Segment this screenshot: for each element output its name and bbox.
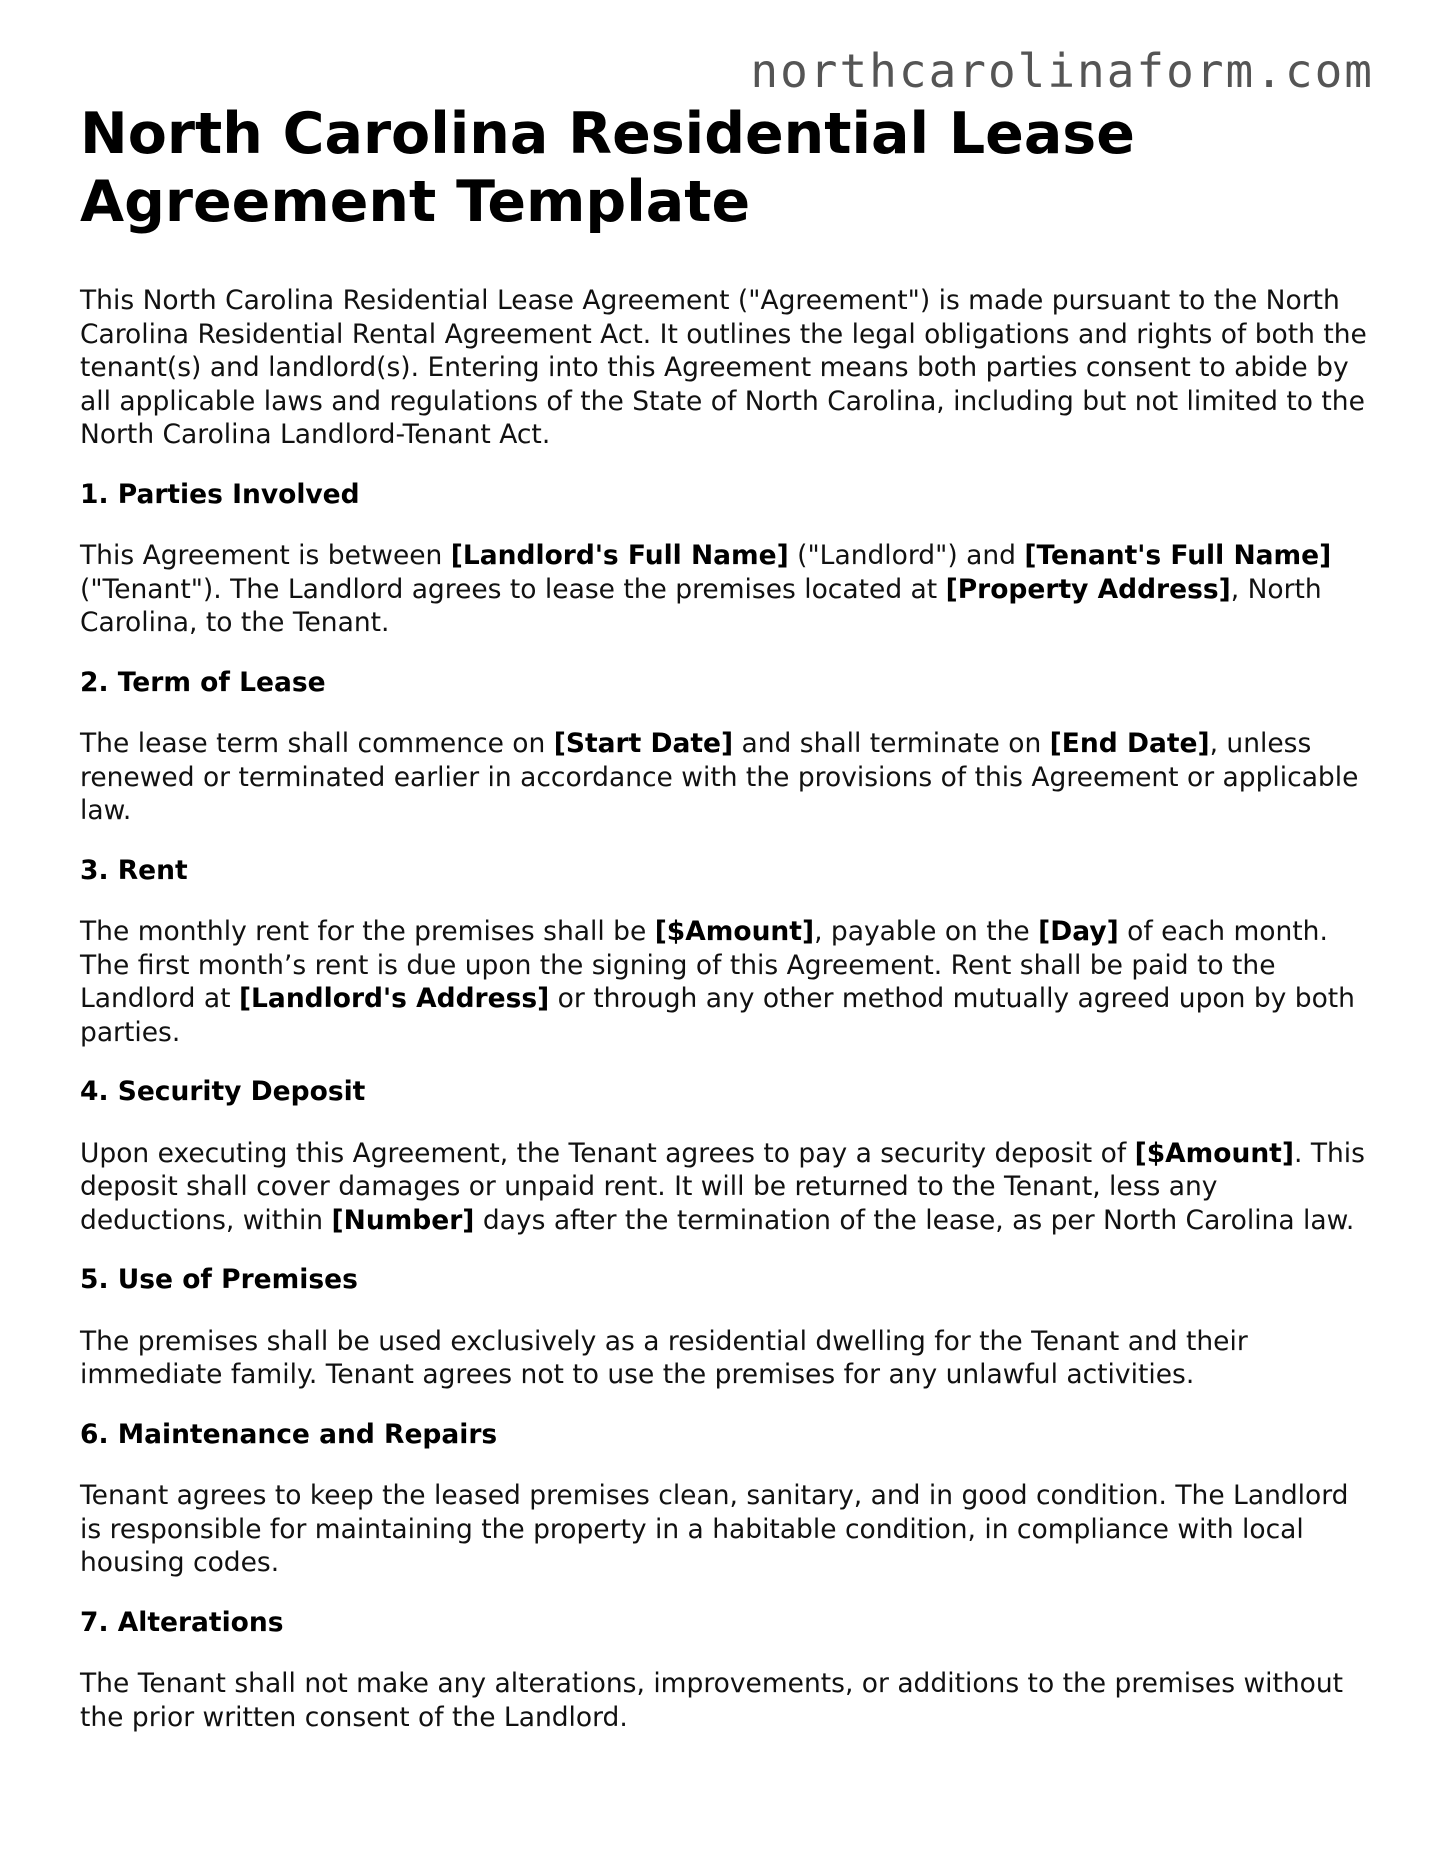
section-heading: 5. Use of Premises (80, 1264, 358, 1295)
text-run: , unless renewed or terminated earlier in accordance with the provisions of this Agreement or applicable law. (80, 728, 1359, 826)
text-run: This Agreement is between (80, 540, 451, 571)
section-heading: 3. Rent (80, 854, 188, 886)
text-run: , North Carolina, to the Tenant. (80, 573, 1322, 638)
text-run: or through any other method mutually agreed upon by both parties. (80, 983, 1355, 1048)
section-heading: 4. Security Deposit (80, 1076, 366, 1107)
text-run: ("Tenant"). The Landlord agrees to lease the premises located at (80, 573, 946, 605)
section-text (80, 539, 1370, 640)
text-run: days after the termination of the lease, as per North Carolina law. (474, 1204, 1355, 1236)
placeholder-field: [Tenant's Full Name] (1024, 540, 1332, 571)
placeholder-field: [Number] (331, 1204, 475, 1236)
placeholder-field: [Landlord's Address] (238, 983, 550, 1014)
document-body (80, 100, 1370, 1734)
placeholder-field: [Landlord's Full Name] (450, 540, 789, 571)
text-run: , payable on the (814, 916, 1039, 947)
section-parties-involved (80, 478, 1370, 640)
placeholder-field: [$Amount] (654, 916, 815, 947)
section-heading: 6. Maintenance and Repairs (80, 1418, 498, 1450)
text-run: and shall terminate on (733, 728, 1050, 759)
text-run: The lease term shall commence on (80, 728, 554, 759)
text-run: The monthly rent for the premises shall be (80, 916, 655, 947)
section-security-deposit (80, 1075, 1370, 1237)
section-heading: 1. Parties Involved (80, 478, 360, 510)
section-term-of-lease (80, 666, 1370, 828)
text-run: ("Landlord") and (788, 540, 1025, 571)
section-heading: 2. Term of Lease (80, 666, 326, 698)
placeholder-field: [Start Date] (553, 728, 734, 759)
placeholder-field: [End Date] (1049, 728, 1210, 759)
text-run: Upon executing this Agreement, the Tenant agrees to pay a security deposit of (80, 1137, 1135, 1169)
text-run: of each month. The first month’s rent is due upon the signing of this Agreement. Rent shall be paid to the Landlord at (80, 916, 1328, 1014)
section-use-of-premises (80, 1263, 1370, 1392)
section-rent (80, 854, 1370, 1050)
placeholder-field: [Day] (1038, 916, 1119, 947)
text-run: . This deposit shall cover damages or unpaid rent. It will be returned to the Tenant, less any deductions, within (80, 1137, 1365, 1236)
document-title: North Carolina Residential Lease Agreement Template (80, 101, 1135, 235)
section-alterations (80, 1606, 1370, 1735)
intro-paragraph: This North Carolina Residential Lease Agreement ("Agreement") is made pursuant to the North Carolina Residential Rental Agreement Act. It outlines the legal obligations and rights of both the tenant(s) and landlord(s). Entering into this Agreement means both parties consent to abide by all applicable laws and regulations of the State of North Carolina, including but not limited to the North Carolina Landlord-Tenant Act. (80, 285, 1367, 450)
section-text (80, 727, 1370, 828)
section-heading: 7. Alterations (80, 1606, 284, 1638)
section-text (80, 915, 1370, 1049)
section-text: The Tenant shall not make any alterations, improvements, or additions to the premises without the prior written consent of the Landlord. (80, 1668, 1344, 1733)
section-text: The premises shall be used exclusively as a residential dwelling for the Tenant and their immediate family. Tenant agrees not to use the premises for any unlawful activities. (80, 1325, 1248, 1390)
site-watermark: northcarolinaform.com (750, 44, 1374, 98)
placeholder-field: [Property Address] (945, 573, 1231, 605)
section-text (80, 1137, 1370, 1238)
section-text: Tenant agrees to keep the leased premises clean, sanitary, and in good condition. The Landlord is responsible for maintaining the property in a habitable condition, in compliance with local housing codes. (80, 1480, 1349, 1578)
placeholder-field: [$Amount] (1134, 1137, 1294, 1169)
section-maintenance-and-repairs (80, 1418, 1370, 1580)
